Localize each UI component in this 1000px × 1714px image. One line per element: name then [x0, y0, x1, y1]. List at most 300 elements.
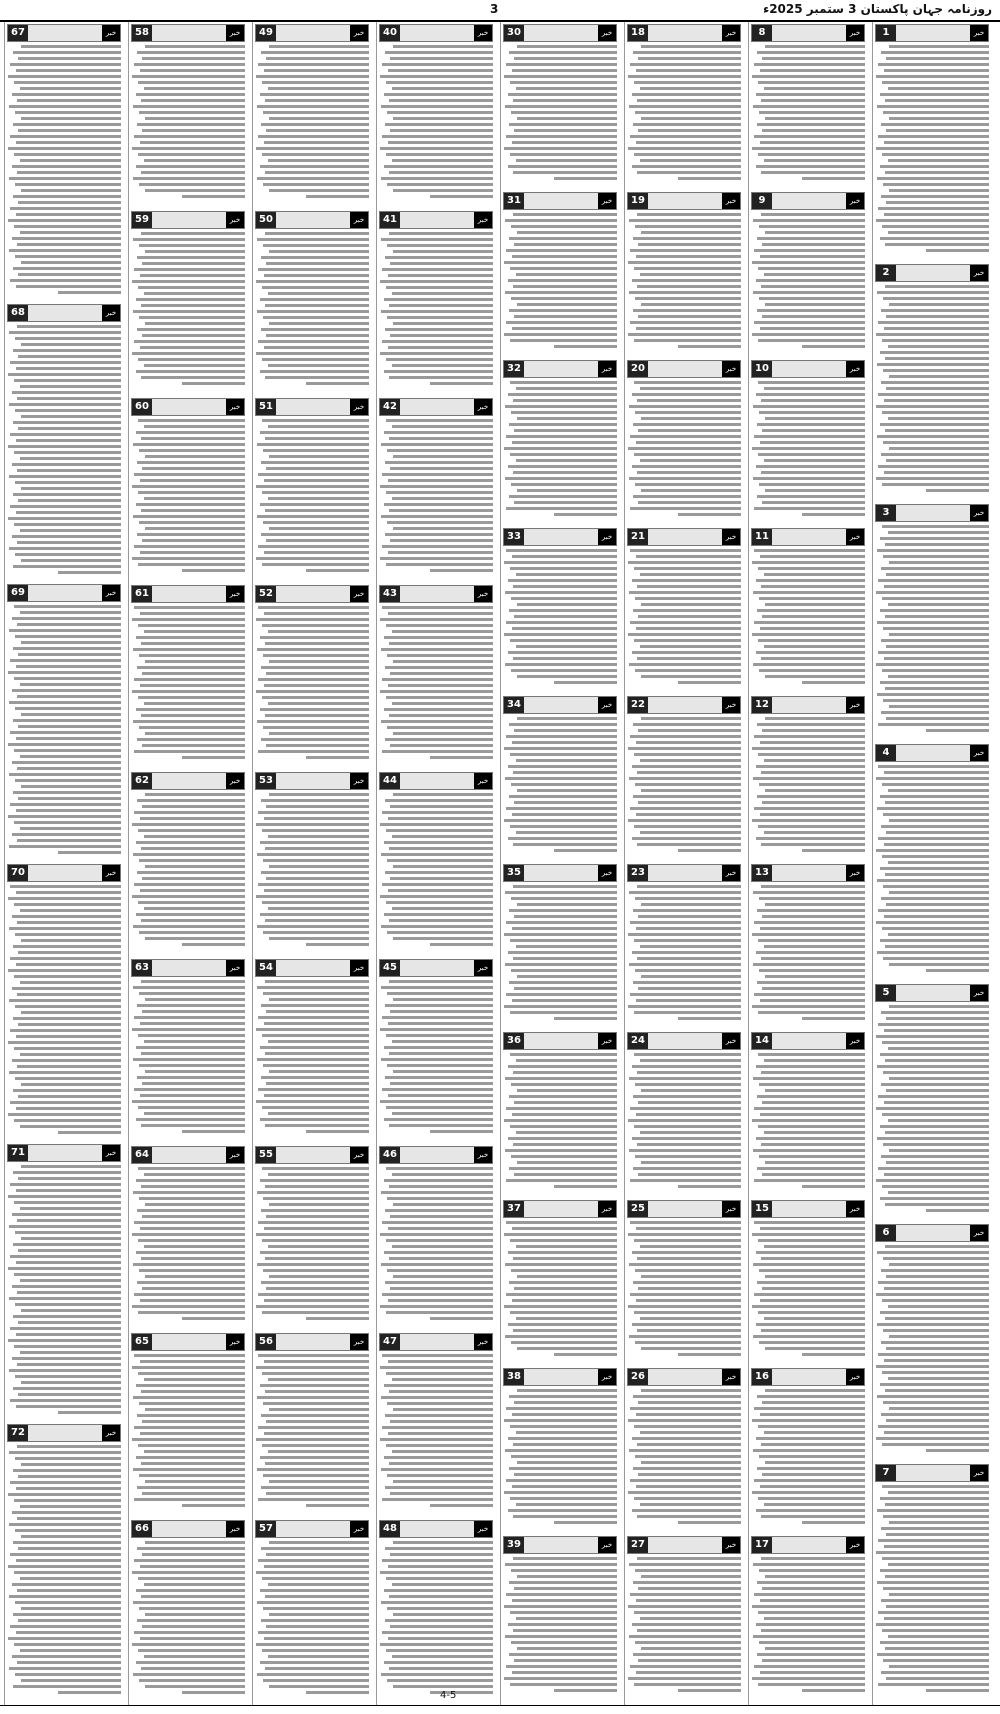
text-line: [883, 369, 989, 372]
story-body: [875, 285, 989, 492]
text-line: [386, 286, 493, 289]
text-line: [145, 732, 245, 735]
news-story: [131, 398, 245, 579]
text-line: [390, 467, 493, 470]
news-column: [500, 22, 619, 1706]
headline-bar: [524, 1537, 598, 1553]
text-line: [884, 1617, 989, 1620]
text-line: [888, 87, 989, 90]
story-header: [751, 1368, 865, 1386]
text-line: [261, 1281, 369, 1284]
text-line: [268, 702, 369, 705]
story-header: [255, 398, 369, 416]
text-line: [384, 503, 493, 506]
text-line: [58, 291, 121, 294]
text-line: [390, 672, 493, 675]
text-line: [12, 463, 121, 466]
text-line: [381, 105, 493, 108]
text-line: [141, 376, 245, 379]
story-number: 68: [8, 305, 28, 321]
text-line: [17, 325, 121, 328]
text-line: [761, 171, 865, 174]
story-body: [503, 885, 617, 1020]
news-column: [252, 22, 371, 1706]
text-line: [636, 927, 741, 930]
text-line: [876, 777, 989, 780]
text-line: [885, 615, 989, 618]
text-line: [392, 1040, 493, 1043]
story-header: [7, 584, 121, 602]
text-line: [393, 250, 493, 253]
story-body: [503, 381, 617, 516]
text-line: [878, 321, 989, 324]
story-badge: خبر: [102, 585, 120, 601]
text-line: [145, 660, 245, 663]
text-line: [265, 714, 369, 717]
text-line: [20, 457, 121, 460]
headline-bar: [772, 1537, 846, 1553]
text-line: [632, 765, 741, 768]
text-line: [144, 702, 245, 705]
text-line: [752, 447, 865, 450]
text-line: [877, 621, 989, 624]
text-line: [138, 491, 245, 494]
text-line: [14, 1345, 121, 1348]
text-line: [266, 334, 369, 337]
text-line: [389, 99, 493, 102]
text-line: [393, 1480, 493, 1483]
headline-bar: [28, 865, 102, 881]
text-line: [629, 1077, 741, 1080]
text-line: [637, 1143, 741, 1146]
text-line: [10, 1327, 121, 1330]
text-line: [678, 345, 741, 348]
text-line: [142, 672, 245, 675]
text-line: [878, 1353, 989, 1356]
text-line: [638, 1401, 741, 1404]
text-line: [630, 993, 741, 996]
text-line: [268, 159, 369, 162]
text-line: [10, 731, 121, 734]
text-line: [635, 1155, 741, 1158]
text-line: [430, 195, 493, 198]
text-line: [638, 1173, 741, 1176]
story-header: [379, 772, 493, 790]
text-line: [8, 1113, 121, 1116]
text-line: [876, 849, 989, 852]
news-story: [379, 585, 493, 766]
story-number: 16: [752, 1369, 772, 1385]
text-line: [517, 717, 617, 720]
text-line: [388, 1022, 493, 1025]
text-line: [878, 1281, 989, 1284]
text-line: [886, 57, 989, 60]
text-line: [517, 1575, 617, 1578]
story-body: [627, 213, 741, 348]
text-line: [640, 945, 741, 948]
text-line: [760, 1227, 865, 1230]
story-number: 9: [752, 193, 772, 209]
text-line: [264, 1432, 369, 1435]
text-line: [390, 262, 493, 265]
headline-bar: [28, 25, 102, 41]
text-line: [139, 1607, 245, 1610]
text-line: [430, 943, 493, 946]
text-line: [889, 1005, 989, 1008]
text-line: [883, 627, 989, 630]
text-line: [264, 1094, 369, 1097]
news-story: [627, 360, 741, 522]
text-line: [505, 1635, 617, 1638]
text-line: [886, 129, 989, 132]
text-line: [266, 539, 369, 542]
text-line: [257, 720, 369, 723]
text-line: [16, 213, 121, 216]
story-body: [875, 1245, 989, 1452]
text-line: [266, 805, 369, 808]
text-line: [142, 1625, 245, 1628]
story-header: [255, 24, 369, 42]
text-line: [132, 1366, 245, 1369]
text-line: [262, 419, 369, 422]
text-line: [632, 1065, 741, 1068]
story-badge: خبر: [102, 25, 120, 41]
text-line: [877, 363, 989, 366]
text-line: [265, 1185, 369, 1188]
text-line: [885, 801, 989, 804]
text-line: [632, 165, 741, 168]
text-line: [12, 1511, 121, 1514]
text-line: [393, 998, 493, 1001]
text-line: [634, 825, 741, 828]
text-line: [630, 135, 741, 138]
text-line: [753, 1449, 865, 1452]
text-line: [389, 1462, 493, 1465]
story-badge: خبر: [350, 960, 368, 976]
text-line: [132, 895, 245, 898]
text-line: [640, 1431, 741, 1434]
text-line: [18, 725, 121, 728]
text-line: [629, 1149, 741, 1152]
news-story: [503, 1536, 617, 1698]
headline-bar: [524, 1369, 598, 1385]
story-header: [503, 24, 617, 42]
story-body: [131, 232, 245, 385]
text-line: [632, 1137, 741, 1140]
text-line: [630, 1665, 741, 1668]
story-badge: خبر: [474, 25, 492, 41]
text-line: [266, 1420, 369, 1423]
text-line: [760, 1113, 865, 1116]
text-line: [393, 1541, 493, 1544]
text-line: [881, 51, 989, 54]
story-body: [131, 606, 245, 759]
story-body: [503, 213, 617, 348]
text-line: [632, 1623, 741, 1626]
text-line: [140, 1227, 245, 1230]
text-line: [139, 1064, 245, 1067]
text-line: [513, 1515, 617, 1518]
news-story: [503, 864, 617, 1026]
text-line: [385, 871, 493, 874]
text-line: [392, 702, 493, 705]
text-line: [878, 1425, 989, 1428]
text-line: [882, 1041, 989, 1044]
text-line: [629, 1263, 741, 1266]
text-line: [257, 1191, 369, 1194]
text-line: [877, 879, 989, 882]
text-line: [757, 1467, 865, 1470]
text-line: [754, 63, 865, 66]
story-header: [255, 772, 369, 790]
text-line: [269, 998, 369, 1001]
text-line: [133, 105, 245, 108]
text-line: [264, 612, 369, 615]
text-line: [260, 1589, 369, 1592]
story-badge: خبر: [722, 865, 740, 881]
text-line: [145, 1541, 245, 1544]
text-line: [629, 1335, 741, 1338]
text-line: [261, 871, 369, 874]
text-line: [637, 99, 741, 102]
text-line: [630, 921, 741, 924]
text-line: [144, 425, 245, 428]
text-line: [13, 1243, 121, 1246]
text-line: [630, 735, 741, 738]
text-line: [16, 1559, 121, 1562]
text-line: [257, 177, 369, 180]
story-header: [7, 304, 121, 322]
text-line: [757, 909, 865, 912]
story-header: [379, 398, 493, 416]
text-line: [382, 811, 493, 814]
story-badge: خبر: [350, 1147, 368, 1163]
text-line: [641, 1389, 741, 1392]
text-line: [268, 835, 369, 838]
story-header: [627, 1032, 741, 1050]
text-line: [926, 969, 989, 972]
story-header: [255, 1520, 369, 1538]
text-line: [382, 678, 493, 681]
story-number: 52: [256, 586, 276, 602]
text-line: [138, 419, 245, 422]
text-line: [512, 1113, 617, 1116]
text-line: [630, 621, 741, 624]
text-line: [8, 445, 121, 448]
text-line: [133, 648, 245, 651]
text-line: [504, 1419, 617, 1422]
text-line: [14, 379, 121, 382]
story-header: [379, 1146, 493, 1164]
text-line: [884, 771, 989, 774]
text-line: [9, 1071, 121, 1074]
text-line: [264, 817, 369, 820]
text-line: [678, 1689, 741, 1692]
text-line: [134, 811, 245, 814]
story-badge: خبر: [970, 265, 988, 281]
text-line: [266, 672, 369, 675]
text-line: [630, 507, 741, 510]
text-line: [640, 159, 741, 162]
story-number: 5: [876, 985, 896, 1001]
story-badge: خبر: [474, 1521, 492, 1537]
text-line: [638, 1287, 741, 1290]
text-line: [380, 352, 493, 355]
text-line: [635, 1641, 741, 1644]
story-number: 1: [876, 25, 896, 41]
text-line: [678, 1521, 741, 1524]
text-line: [385, 256, 493, 259]
text-line: [142, 467, 245, 470]
text-line: [638, 315, 741, 318]
headline-bar: [896, 1465, 970, 1481]
story-number: 53: [256, 773, 276, 789]
text-line: [262, 358, 369, 361]
text-line: [513, 1257, 617, 1260]
text-line: [884, 1173, 989, 1176]
text-line: [758, 639, 865, 642]
story-header: [875, 1224, 989, 1242]
text-line: [752, 147, 865, 150]
text-line: [517, 1089, 617, 1092]
text-line: [517, 789, 617, 792]
text-line: [12, 165, 121, 168]
text-line: [882, 783, 989, 786]
text-line: [758, 567, 865, 570]
text-line: [757, 1095, 865, 1098]
text-line: [20, 385, 121, 388]
text-line: [260, 1251, 369, 1254]
text-line: [635, 1083, 741, 1086]
story-badge: خبر: [350, 1334, 368, 1350]
text-line: [511, 1641, 617, 1644]
text-line: [512, 1599, 617, 1602]
text-line: [753, 105, 865, 108]
text-line: [20, 1577, 121, 1580]
text-line: [132, 485, 245, 488]
text-line: [633, 309, 741, 312]
text-line: [261, 1619, 369, 1622]
text-line: [385, 1004, 493, 1007]
text-line: [17, 171, 121, 174]
text-line: [269, 793, 369, 796]
text-line: [633, 1395, 741, 1398]
headline-bar: [772, 697, 846, 713]
text-line: [137, 666, 245, 669]
text-line: [505, 1149, 617, 1152]
story-number: 8: [752, 25, 772, 41]
text-line: [141, 1052, 245, 1055]
text-line: [926, 729, 989, 732]
text-line: [8, 1267, 121, 1270]
story-header: [255, 959, 369, 977]
text-line: [881, 1527, 989, 1530]
text-line: [756, 951, 865, 954]
text-line: [392, 835, 493, 838]
text-line: [142, 805, 245, 808]
text-line: [765, 231, 865, 234]
text-line: [182, 1317, 245, 1320]
text-line: [762, 243, 865, 246]
text-line: [265, 376, 369, 379]
text-line: [510, 453, 617, 456]
story-body: [627, 885, 741, 1020]
text-line: [144, 1040, 245, 1043]
text-line: [257, 1263, 369, 1266]
story-header: [131, 24, 245, 42]
text-line: [384, 1179, 493, 1182]
text-line: [882, 1299, 989, 1302]
text-line: [888, 1563, 989, 1566]
text-line: [258, 340, 369, 343]
story-body: [875, 1005, 989, 1212]
text-line: [760, 1599, 865, 1602]
text-line: [764, 1503, 865, 1506]
text-line: [509, 1653, 617, 1656]
text-line: [393, 455, 493, 458]
text-line: [385, 461, 493, 464]
story-number: 34: [504, 697, 524, 713]
text-line: [877, 435, 989, 438]
text-line: [14, 1273, 121, 1276]
news-story: [379, 398, 493, 579]
text-line: [16, 69, 121, 72]
text-line: [877, 291, 989, 294]
text-line: [10, 1553, 121, 1556]
story-body: [131, 1541, 245, 1694]
text-line: [882, 483, 989, 486]
text-line: [506, 63, 617, 66]
text-line: [145, 793, 245, 796]
text-line: [262, 1372, 369, 1375]
text-line: [505, 963, 617, 966]
text-line: [16, 1631, 121, 1634]
text-line: [12, 987, 121, 990]
text-line: [511, 1083, 617, 1086]
story-number: 19: [628, 193, 648, 209]
story-body: [751, 1389, 865, 1524]
text-line: [139, 1402, 245, 1405]
text-line: [554, 177, 617, 180]
text-line: [754, 993, 865, 996]
text-line: [21, 1083, 121, 1086]
text-line: [16, 665, 121, 668]
text-line: [926, 249, 989, 252]
story-body: [379, 606, 493, 759]
text-line: [754, 621, 865, 624]
text-line: [15, 183, 121, 186]
text-line: [141, 642, 245, 645]
text-line: [20, 87, 121, 90]
text-line: [132, 1571, 245, 1574]
text-line: [132, 618, 245, 621]
text-line: [757, 423, 865, 426]
text-line: [16, 367, 121, 370]
text-line: [889, 819, 989, 822]
text-line: [139, 931, 245, 934]
text-line: [269, 1541, 369, 1544]
text-line: [633, 981, 741, 984]
text-line: [386, 829, 493, 832]
text-line: [140, 1360, 245, 1363]
text-line: [505, 1335, 617, 1338]
text-line: [753, 1635, 865, 1638]
text-line: [759, 1083, 865, 1086]
news-story: [379, 24, 493, 205]
text-line: [508, 837, 617, 840]
story-badge: خبر: [102, 305, 120, 321]
text-line: [881, 639, 989, 642]
